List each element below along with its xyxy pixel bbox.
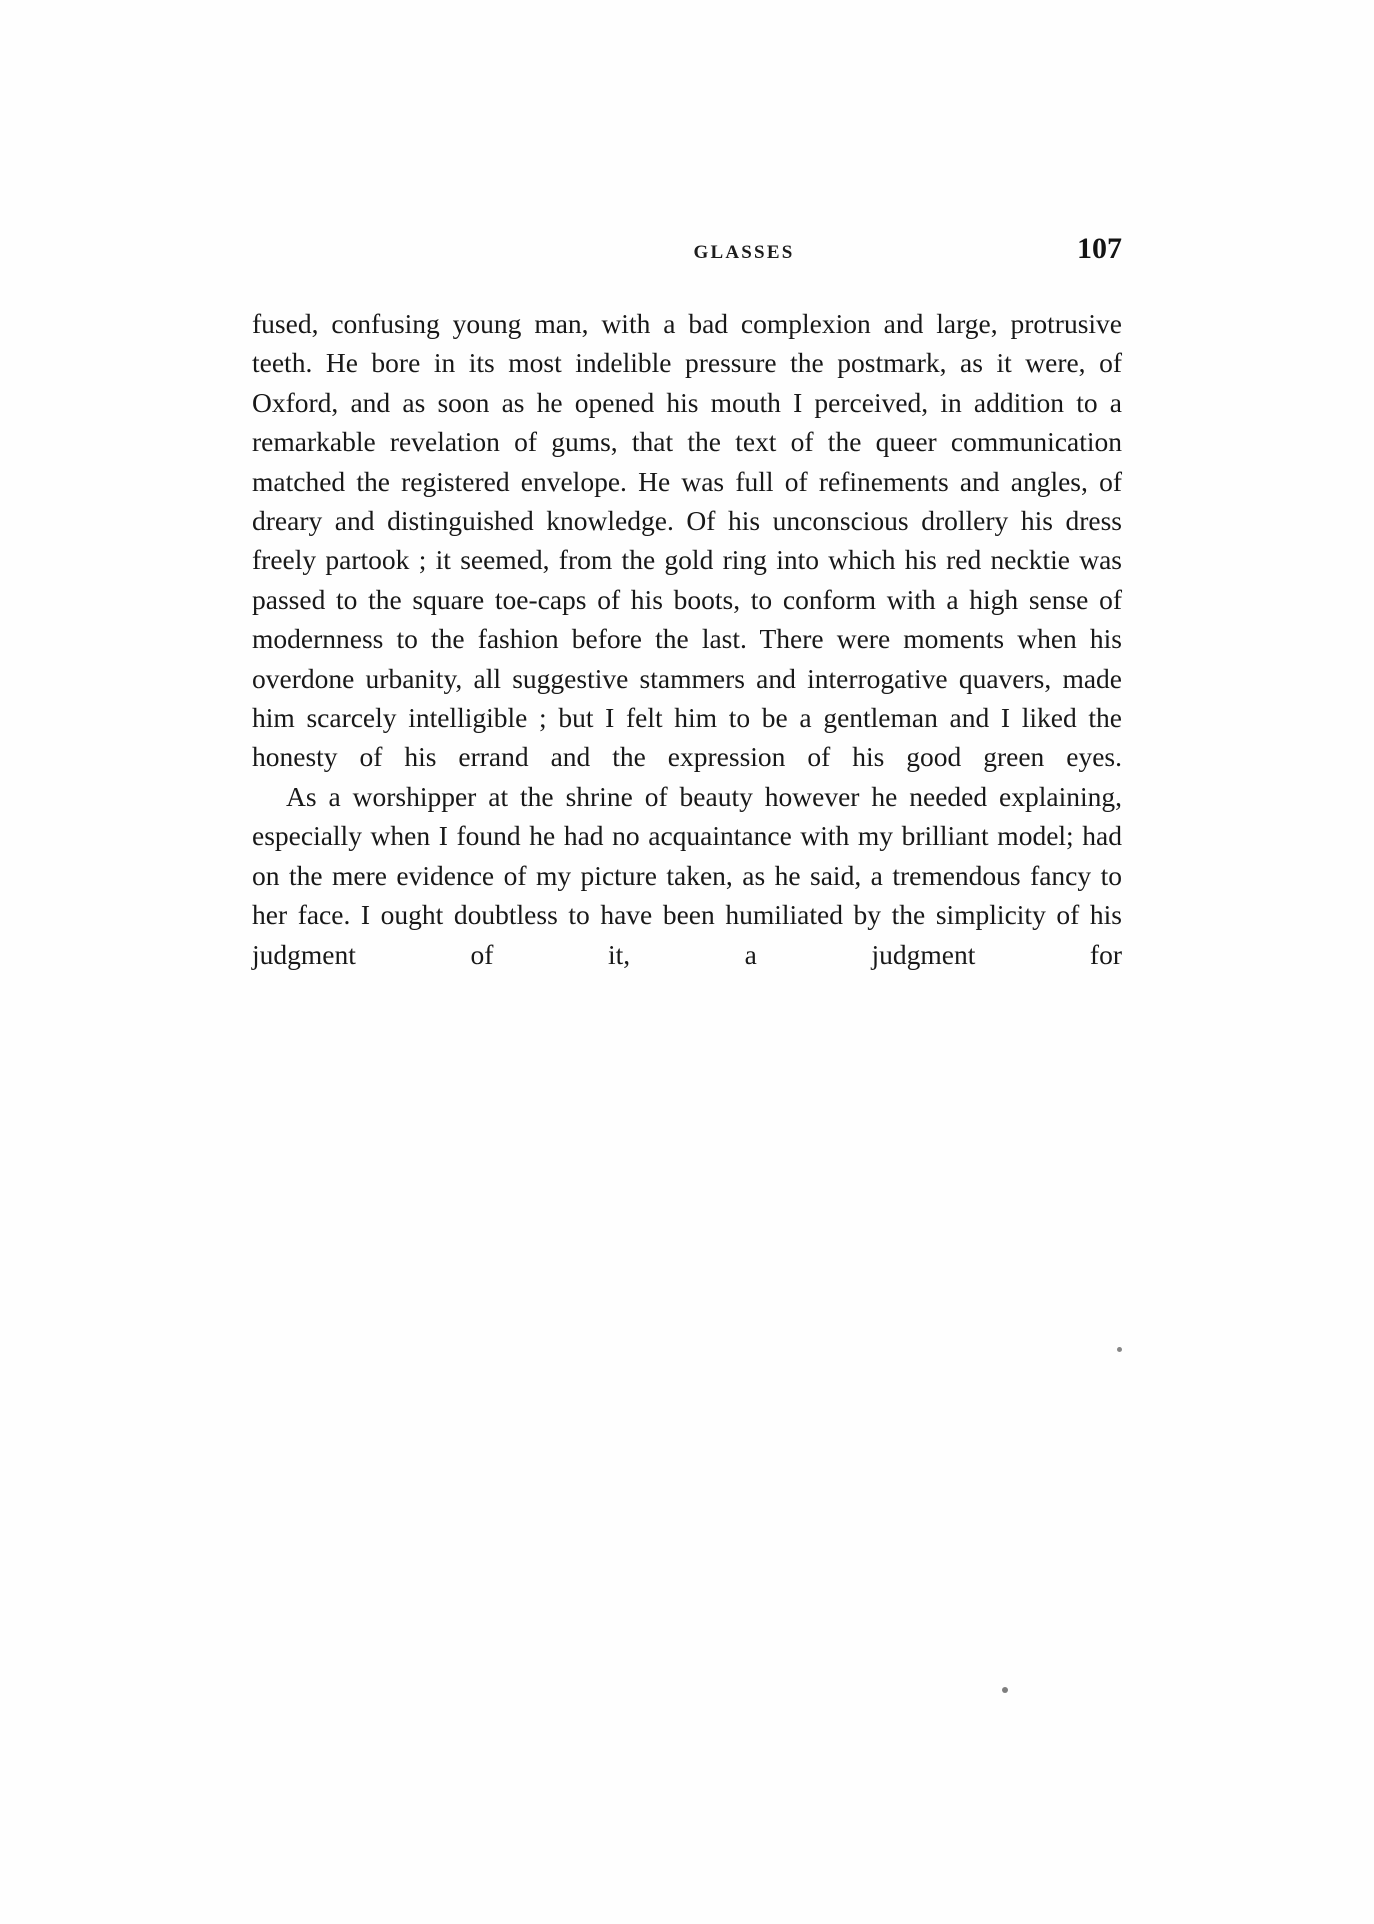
- scan-speck-lower: [1002, 1687, 1008, 1693]
- scan-speck-upper: [1117, 1347, 1122, 1352]
- page-number: 107: [1077, 232, 1122, 265]
- running-head: [252, 232, 1122, 266]
- body-text: [252, 304, 1122, 974]
- running-head-title: GLASSES: [693, 242, 795, 263]
- paragraph-1: fused, confusing young man, with a bad complexion and large, protrusive teeth. He bore in its most indelible pressure the postmark, as it were, of Oxford, and as soon as he opened his mouth I perceived, in addition to a remarkable revelation of gums, that the text of the queer communication matched the registered envelope. He was full of refinements and angles, of dreary and distinguished knowledge. Of his unconscious drollery his dress freely partook ; it seemed, from the gold ring into which his red necktie was passed to the square toe-caps of his boots, to conform with a high sense of modernness to the fashion before the last. There were moments when his overdone urbanity, all suggestive stammers and interrogative quavers, made him scarcely intelligible ; but I felt him to be a gentleman and I liked the honesty of his errand and the expression of his good green eyes.: [252, 308, 1122, 773]
- page-text-block: [252, 232, 1122, 974]
- paragraph-2: As a worshipper at the shrine of beauty however he needed explaining, especially when I found he had no acquaintance with my brilliant model; had on the mere evidence of my picture taken, as he said, a tremendous fancy to her face. I ought doubtless to have been humiliated by the simplicity of his judgment of it, a judgment for: [252, 780, 1122, 970]
